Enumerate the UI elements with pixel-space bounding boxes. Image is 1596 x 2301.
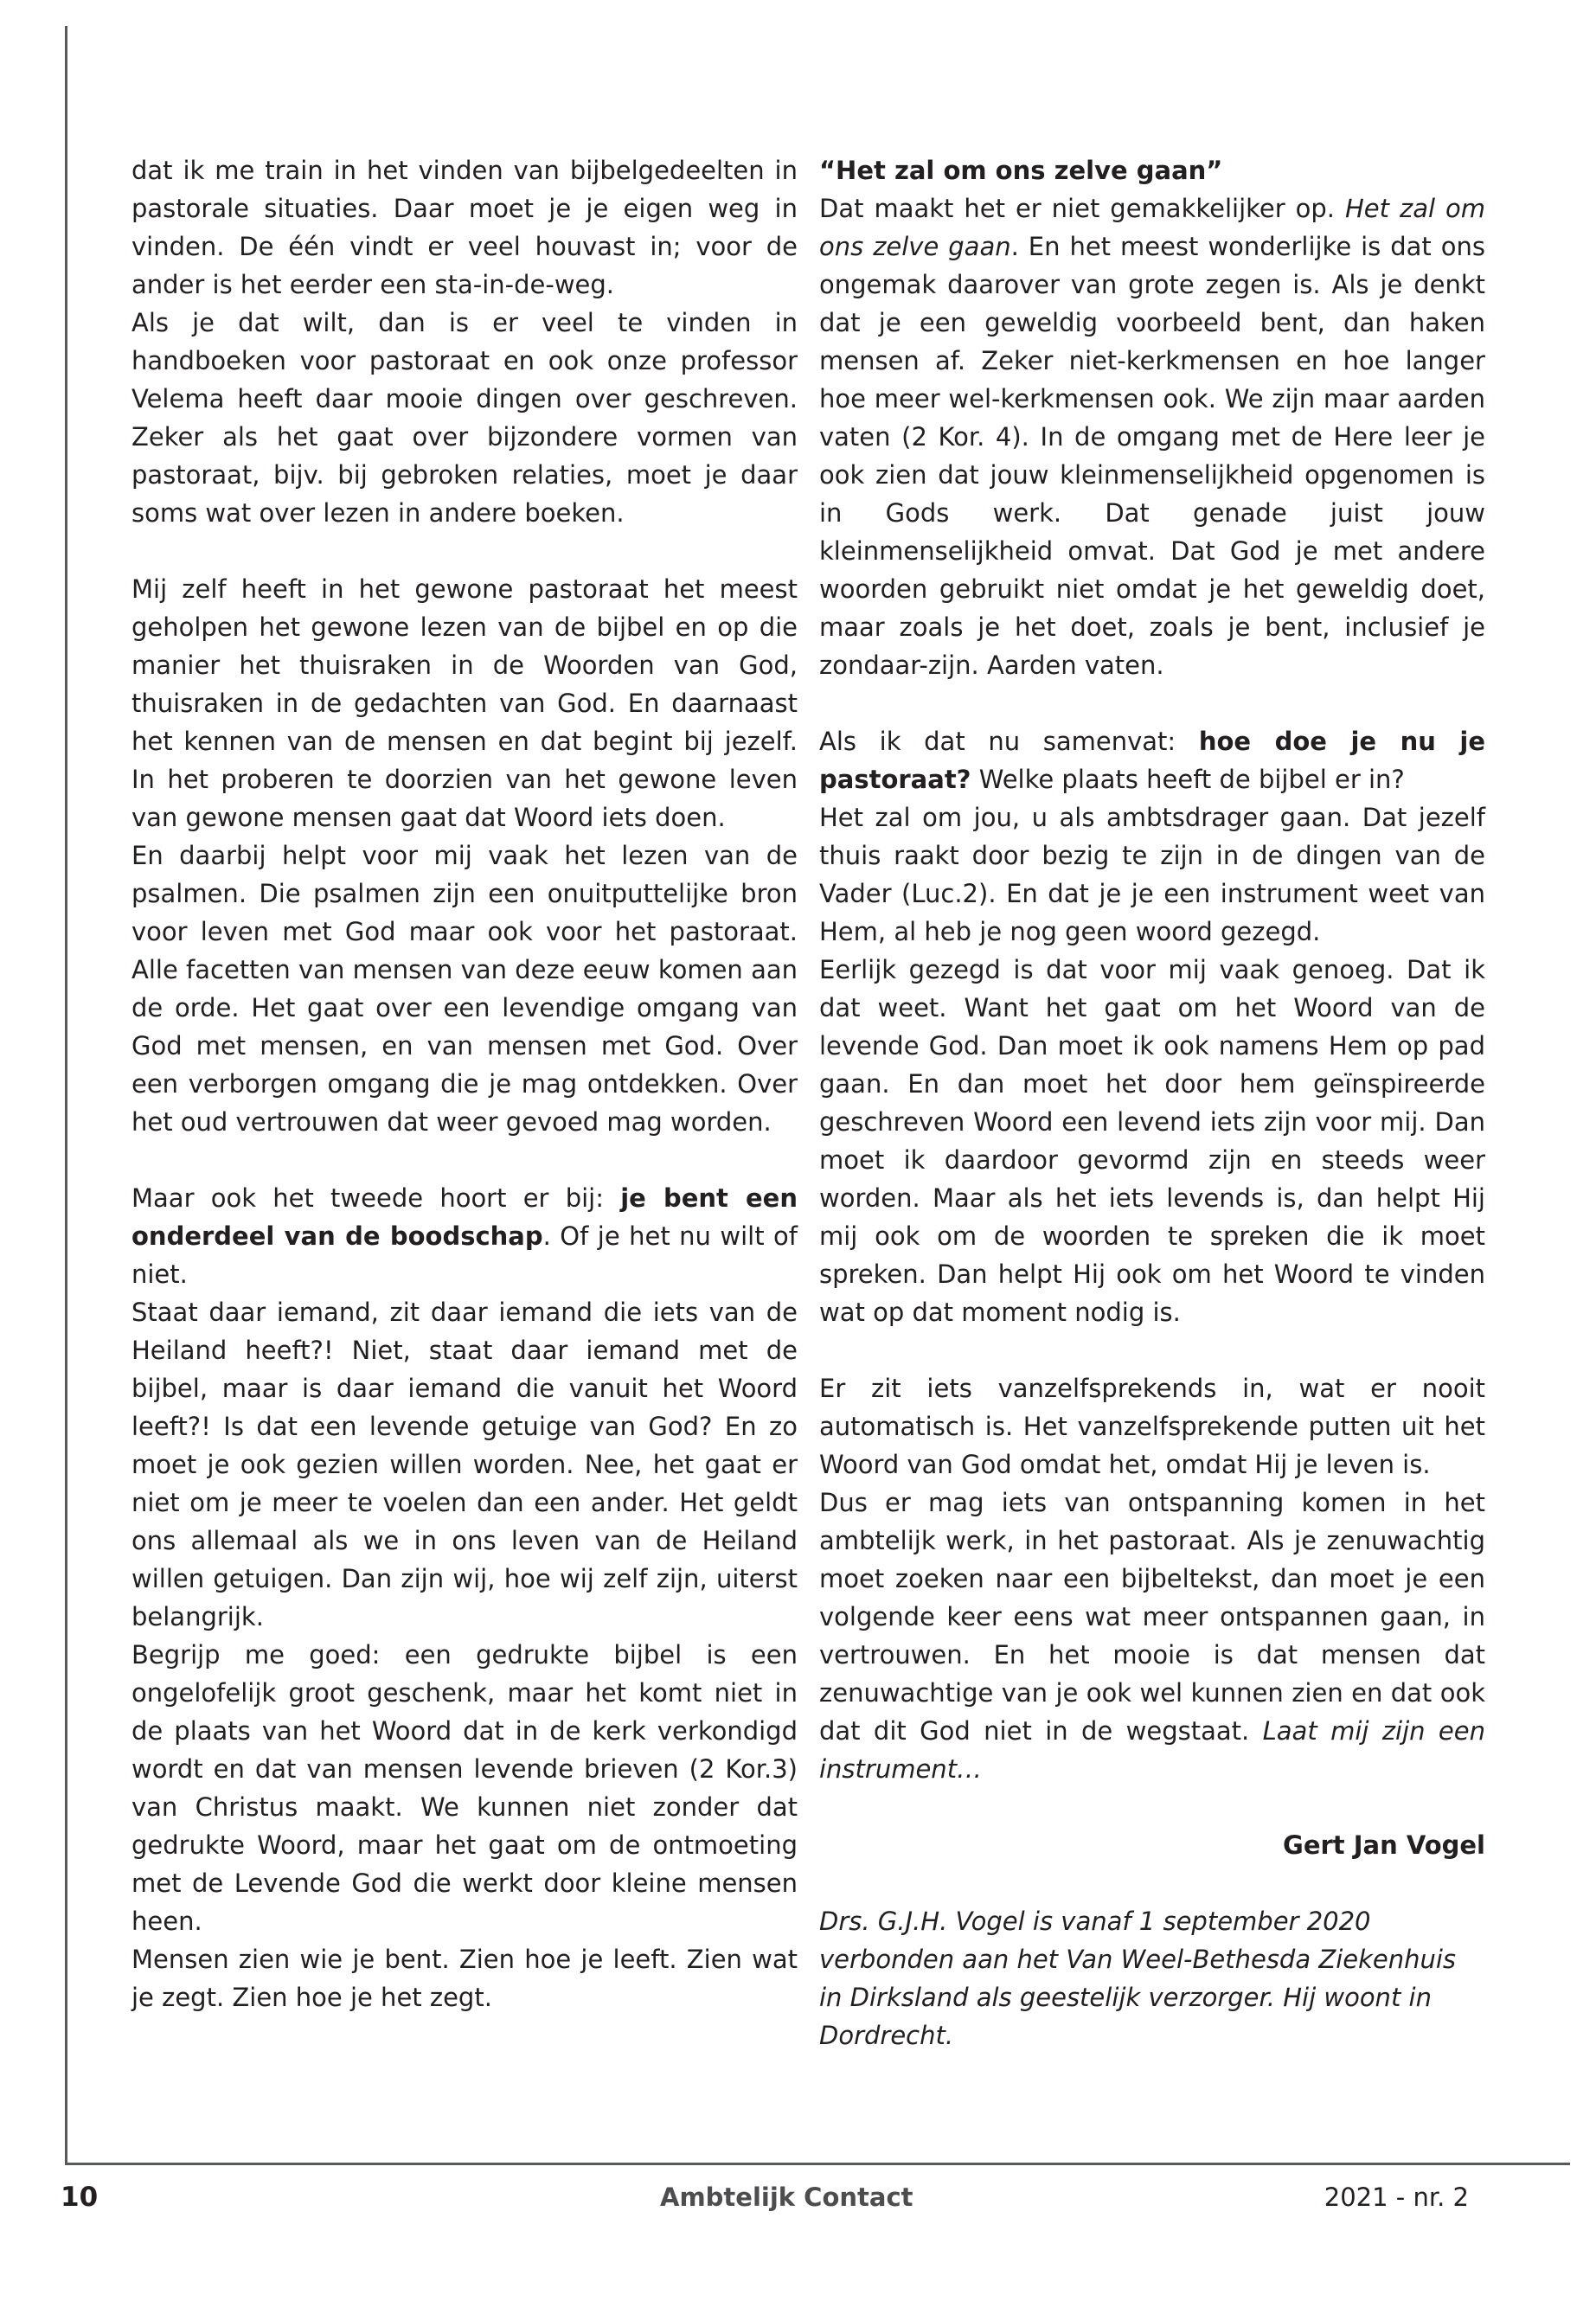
text-span: Welke plaats heeft de bijbel er in? bbox=[971, 765, 1405, 794]
paragraph bbox=[819, 189, 1485, 684]
page-number: 10 bbox=[61, 2182, 99, 2213]
bold-phrase: je bent een onderdeel van de boodschap bbox=[131, 1183, 798, 1251]
text-span: . En het meest wonderlijke is dat ons ongemak daarover van grote zegen is. Als je denkt dat je een geweldig voorbeeld bent, dan haken mensen af. Zeker niet-kerkmensen en hoe langer hoe meer wel-kerkmensen ook. We zijn maar aarden vaten (2 Kor. 4). In de omgang met de Here leer je ook zien dat jouw kleinmenselijkheid opgenomen is in Gods werk. Dat genade juist jouw kleinmenselijkheid omvat. Dat God je met andere woorden gebruikt niet omdat je het geweldig doet, maar zoals je het doet, zoals je bent, inclusief je zondaar-zijn. Aarden vaten. bbox=[819, 232, 1485, 680]
italic-phrase: Laat mij zijn een instrument… bbox=[819, 1716, 1485, 1784]
paragraph bbox=[819, 722, 1485, 798]
magazine-title: Ambtelijk Contact bbox=[660, 2182, 913, 2212]
text-span: Maar ook het tweede hoort er bij: bbox=[131, 1183, 621, 1213]
author-bio: Drs. G.J.H. Vogel is vanaf 1 september 2020 verbonden aan het Van Weel-Bethesda Ziekenhuis in Dirksland als geestelijk verzorger. Hij woont in Dordrecht. bbox=[819, 1907, 1457, 2050]
paragraph bbox=[131, 1179, 798, 1293]
paragraph: Als je dat wilt, dan is er veel te vinden in handboeken voor pastoraat en ook onze professor Velema heeft daar mooie dingen over geschreven. Zeker als het gaat over bijzondere vormen van pastoraat, bijv. bij gebroken relaties, moet je daar soms wat over lezen in andere boeken. bbox=[131, 308, 798, 528]
paragraph: Eerlijk gezegd is dat voor mij vaak genoeg. Dat ik dat weet. Want het gaat om het Woord van de levende God. Dan moet ik ook namens Hem op pad gaan. En dan moet het door hem geïnspireerde geschreven Woord een levend iets zijn voor mij. Dan moet ik daardoor gevormd zijn en steeds weer worden. Maar als het iets levends is, dan helpt Hij mij ook om de woorden te spreken die ik moet spreken. Dan helpt Hij ook om het Woord te vinden wat op dat moment nodig is. bbox=[819, 955, 1485, 1327]
paragraph: Er zit iets vanzelfsprekends in, wat er nooit automatisch is. Het vanzelfsprekende putten uit het Woord van God omdat het, omdat Hij je leven is. bbox=[819, 1374, 1485, 1479]
italic-phrase: Het zal om ons zelve gaan bbox=[819, 194, 1485, 261]
section-heading: “Het zal om ons zelve gaan” bbox=[819, 156, 1223, 185]
left-column bbox=[131, 151, 798, 2016]
paragraph: Begrijp me goed: een gedrukte bijbel is een ongelofelijk groot geschenk, maar het komt niet in de plaats van het Woord dat in de kerk verkondigd wordt en dat van mensen levende brieven (2 Kor.3) van Christus maakt. We kunnen niet zonder dat gedrukte Woord, maar het gaat om de ontmoeting met de Levende God die werkt door kleine mensen heen. bbox=[131, 1640, 798, 1936]
vertical-rule bbox=[65, 26, 67, 2165]
paragraph: Staat daar iemand, zit daar iemand die iets van de Heiland heeft?! Niet, staat daar iemand met de bijbel, maar is daar iemand die vanuit het Woord leeft?! Is dat een levende getuige van God? En zo moet je ook gezien willen worden. Nee, het gaat er niet om je meer te voelen dan een ander. Het geldt ons allemaal als we in ons leven van de Heiland willen getuigen. Dan zijn wij, hoe wij zelf zijn, uiterst belangrijk. bbox=[131, 1298, 798, 1631]
paragraph: Mensen zien wie je bent. Zien hoe je leeft. Zien wat je zegt. Zien hoe je het zegt. bbox=[131, 1945, 798, 2012]
text-span: . Of je het nu wilt of niet. bbox=[131, 1221, 798, 1289]
paragraph: Het zal om jou, u als ambtsdrager gaan. Dat jezelf thuis raakt door bezig te zijn in de dingen van de Vader (Luc.2). En dat je je een instrument weet van Hem, al heb je nog geen woord gezegd. bbox=[819, 803, 1485, 946]
paragraph: Mij zelf heeft in het gewone pastoraat het meest geholpen het gewone lezen van de bijbel en op die manier het thuisraken in de Woorden van God, thuisraken in de gedachten van God. En daarnaast het kennen van de mensen en dat begint bij jezelf. In het proberen te doorzien van het gewone leven van gewone mensen gaat dat Woord iets doen. bbox=[131, 574, 798, 832]
issue-number: 2021 - nr. 2 bbox=[1324, 2182, 1469, 2212]
footer-rule bbox=[65, 2163, 1570, 2165]
paragraph: dat ik me train in het vinden van bijbelgedeelten in pastorale situaties. Daar moet je je eigen weg in vinden. De één vindt er veel houvast in; voor de ander is het eerder een sta-in-de-weg. bbox=[131, 156, 798, 299]
text-span: Dus er mag iets van ontspanning komen in het ambtelijk werk, in het pastoraat. Als je zenuwachtig moet zoeken naar een bijbeltekst, dan moet je een volgende keer eens wat meer ontspannen gaan, in vertrouwen. En het mooie is dat mensen dat zenuwachtige van je ook wel kunnen zien en dat ook dat dit God niet in de wegstaat. bbox=[819, 1488, 1485, 1746]
paragraph bbox=[819, 1484, 1485, 1788]
text-span: Als ik dat nu samenvat: bbox=[819, 727, 1199, 756]
bold-phrase: hoe doe je nu je pastoraat? bbox=[819, 727, 1485, 794]
text-span: Dat maakt het er niet gemakkelijker op. bbox=[819, 194, 1345, 223]
author-signature: Gert Jan Vogel bbox=[1283, 1830, 1485, 1860]
right-column bbox=[819, 151, 1485, 2054]
paragraph: En daarbij helpt voor mij vaak het lezen van de psalmen. Die psalmen zijn een onuitputtelijke bron voor leven met God maar ook voor het pastoraat. Alle facetten van mensen van deze eeuw komen aan de orde. Het gaat over een levendige omgang van God met mensen, en van mensen met God. Over een verborgen omgang die je mag ontdekken. Over het oud vertrouwen dat weer gevoed mag worden. bbox=[131, 841, 798, 1137]
